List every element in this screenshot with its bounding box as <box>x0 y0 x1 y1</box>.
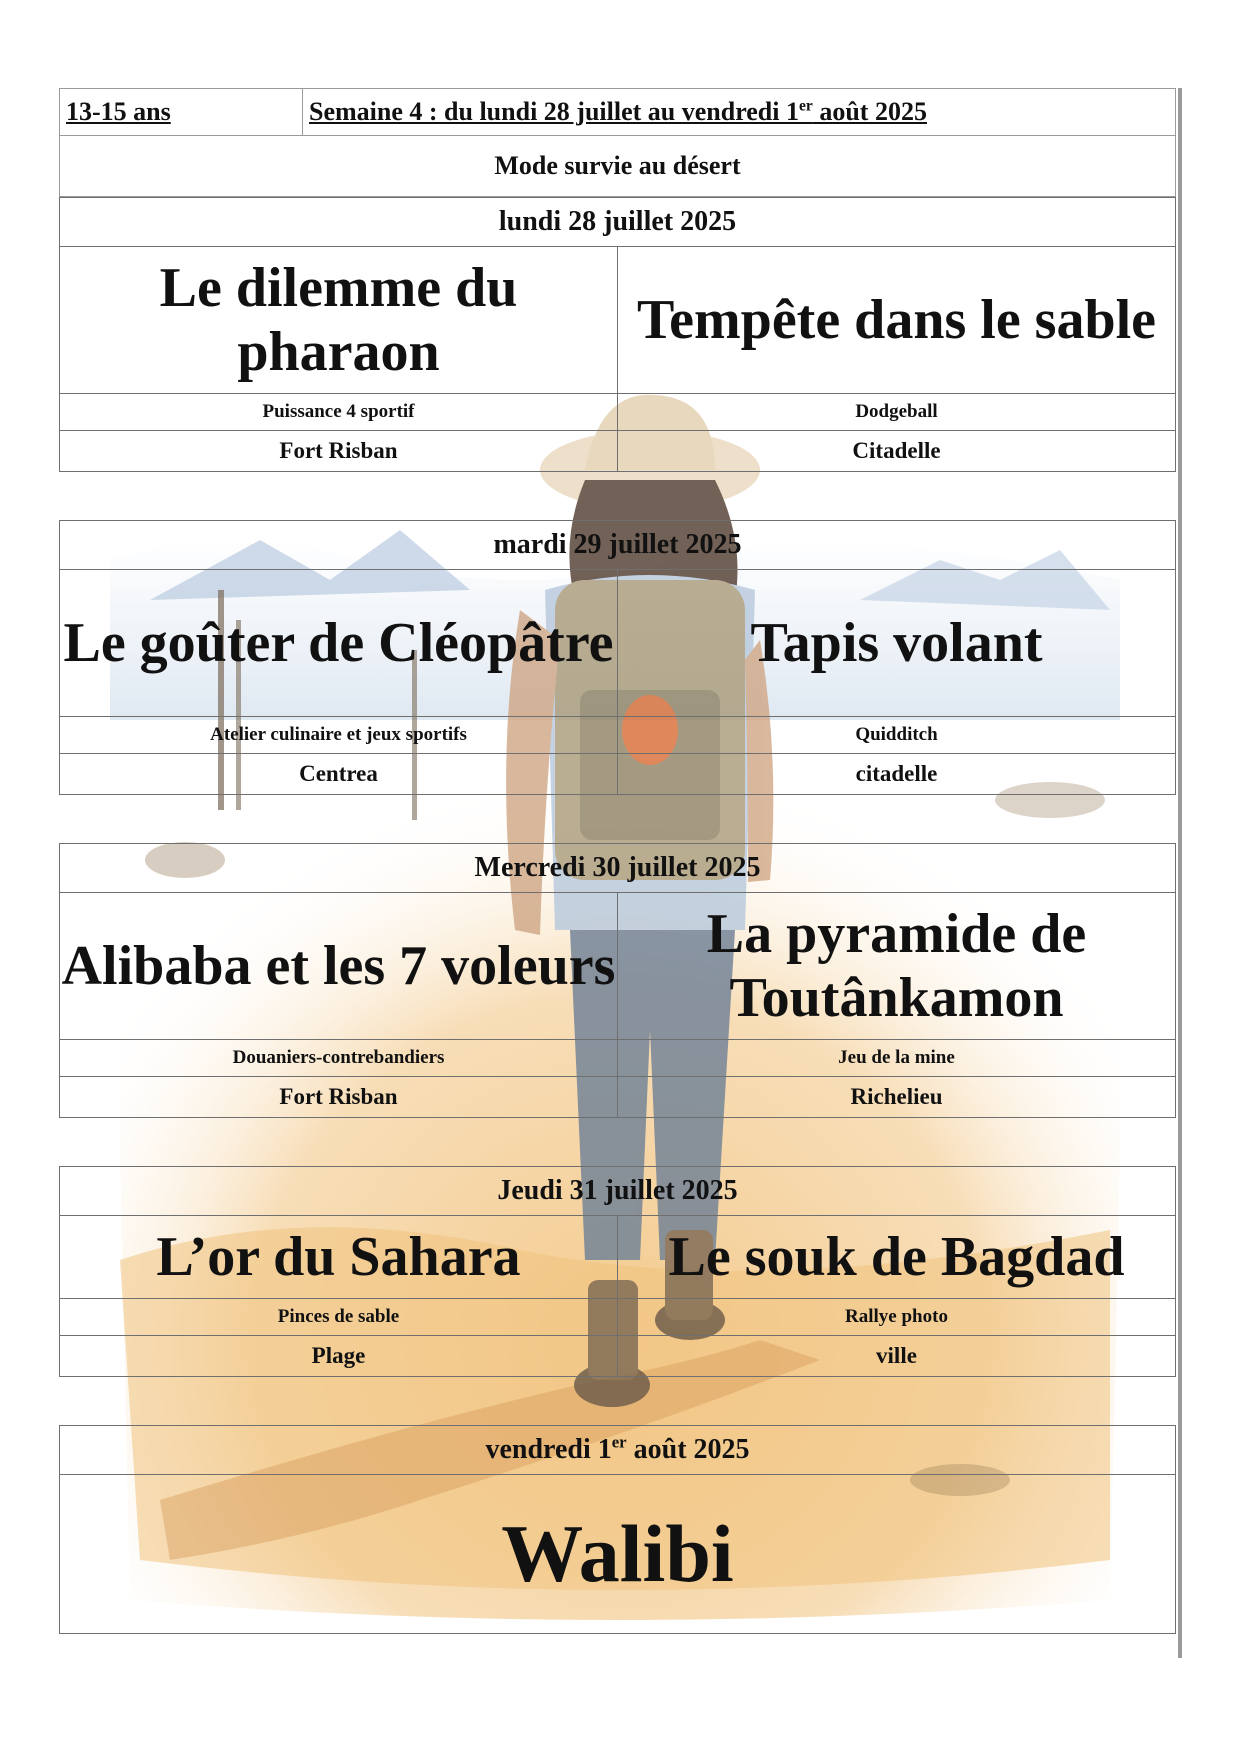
activity-title: Walibi <box>60 1475 1176 1634</box>
week-range-sup: er <box>799 97 813 115</box>
activity-place: Fort Risban <box>60 431 618 472</box>
activity-type: Douaniers-contrebandiers <box>60 1040 618 1077</box>
schedule-page <box>59 88 1176 1634</box>
activity-title: Le souk de Bagdad <box>618 1216 1176 1299</box>
day-block-tuesday <box>59 520 1176 795</box>
theme-title: Mode survie au désert <box>60 136 1176 197</box>
activity-title: L’or du Sahara <box>60 1216 618 1299</box>
activity-place: citadelle <box>618 754 1176 795</box>
activity-place: Richelieu <box>618 1077 1176 1118</box>
activity-type: Jeu de la mine <box>618 1040 1176 1077</box>
day-date <box>60 1426 1176 1475</box>
day-block-thursday <box>59 1166 1176 1377</box>
activity-place: Fort Risban <box>60 1077 618 1118</box>
activity-title: Tapis volant <box>618 570 1176 717</box>
friday-date-sup: er <box>611 1432 627 1452</box>
day-date: lundi 28 juillet 2025 <box>60 198 1176 247</box>
age-group-label: 13-15 ans <box>66 97 171 126</box>
activity-type: Puissance 4 sportif <box>60 394 618 431</box>
week-range <box>303 89 1176 136</box>
spacer <box>59 472 1176 520</box>
activity-place: Centrea <box>60 754 618 795</box>
age-group <box>60 89 303 136</box>
header-table <box>59 88 1176 197</box>
spacer <box>59 1377 1176 1425</box>
day-date: Jeudi 31 juillet 2025 <box>60 1167 1176 1216</box>
week-range-suffix: août 2025 <box>812 97 927 126</box>
activity-title: Tempête dans le sable <box>618 247 1176 394</box>
friday-date-prefix: vendredi 1 <box>485 1434 612 1465</box>
week-range-prefix: Semaine 4 : du lundi 28 juillet au vendredi 1 <box>309 97 799 126</box>
friday-date-suffix: août 2025 <box>626 1434 750 1465</box>
day-block-monday <box>59 197 1176 472</box>
day-date: Mercredi 30 juillet 2025 <box>60 844 1176 893</box>
page-right-rule <box>1178 88 1182 1658</box>
day-block-wednesday <box>59 843 1176 1118</box>
activity-title: Le dilemme du pharaon <box>60 247 618 394</box>
activity-type: Pinces de sable <box>60 1299 618 1336</box>
activity-title: Le goûter de Cléopâtre <box>60 570 618 717</box>
spacer <box>59 1118 1176 1166</box>
activity-place: Plage <box>60 1336 618 1377</box>
activity-type: Quidditch <box>618 717 1176 754</box>
activity-type: Rallye photo <box>618 1299 1176 1336</box>
activity-place: Citadelle <box>618 431 1176 472</box>
activity-type: Atelier culinaire et jeux sportifs <box>60 717 618 754</box>
activity-place: ville <box>618 1336 1176 1377</box>
activity-title: La pyramide de Toutânkamon <box>618 893 1176 1040</box>
spacer <box>59 795 1176 843</box>
activity-type: Dodgeball <box>618 394 1176 431</box>
day-date: mardi 29 juillet 2025 <box>60 521 1176 570</box>
day-block-friday <box>59 1425 1176 1634</box>
activity-title: Alibaba et les 7 voleurs <box>60 893 618 1040</box>
